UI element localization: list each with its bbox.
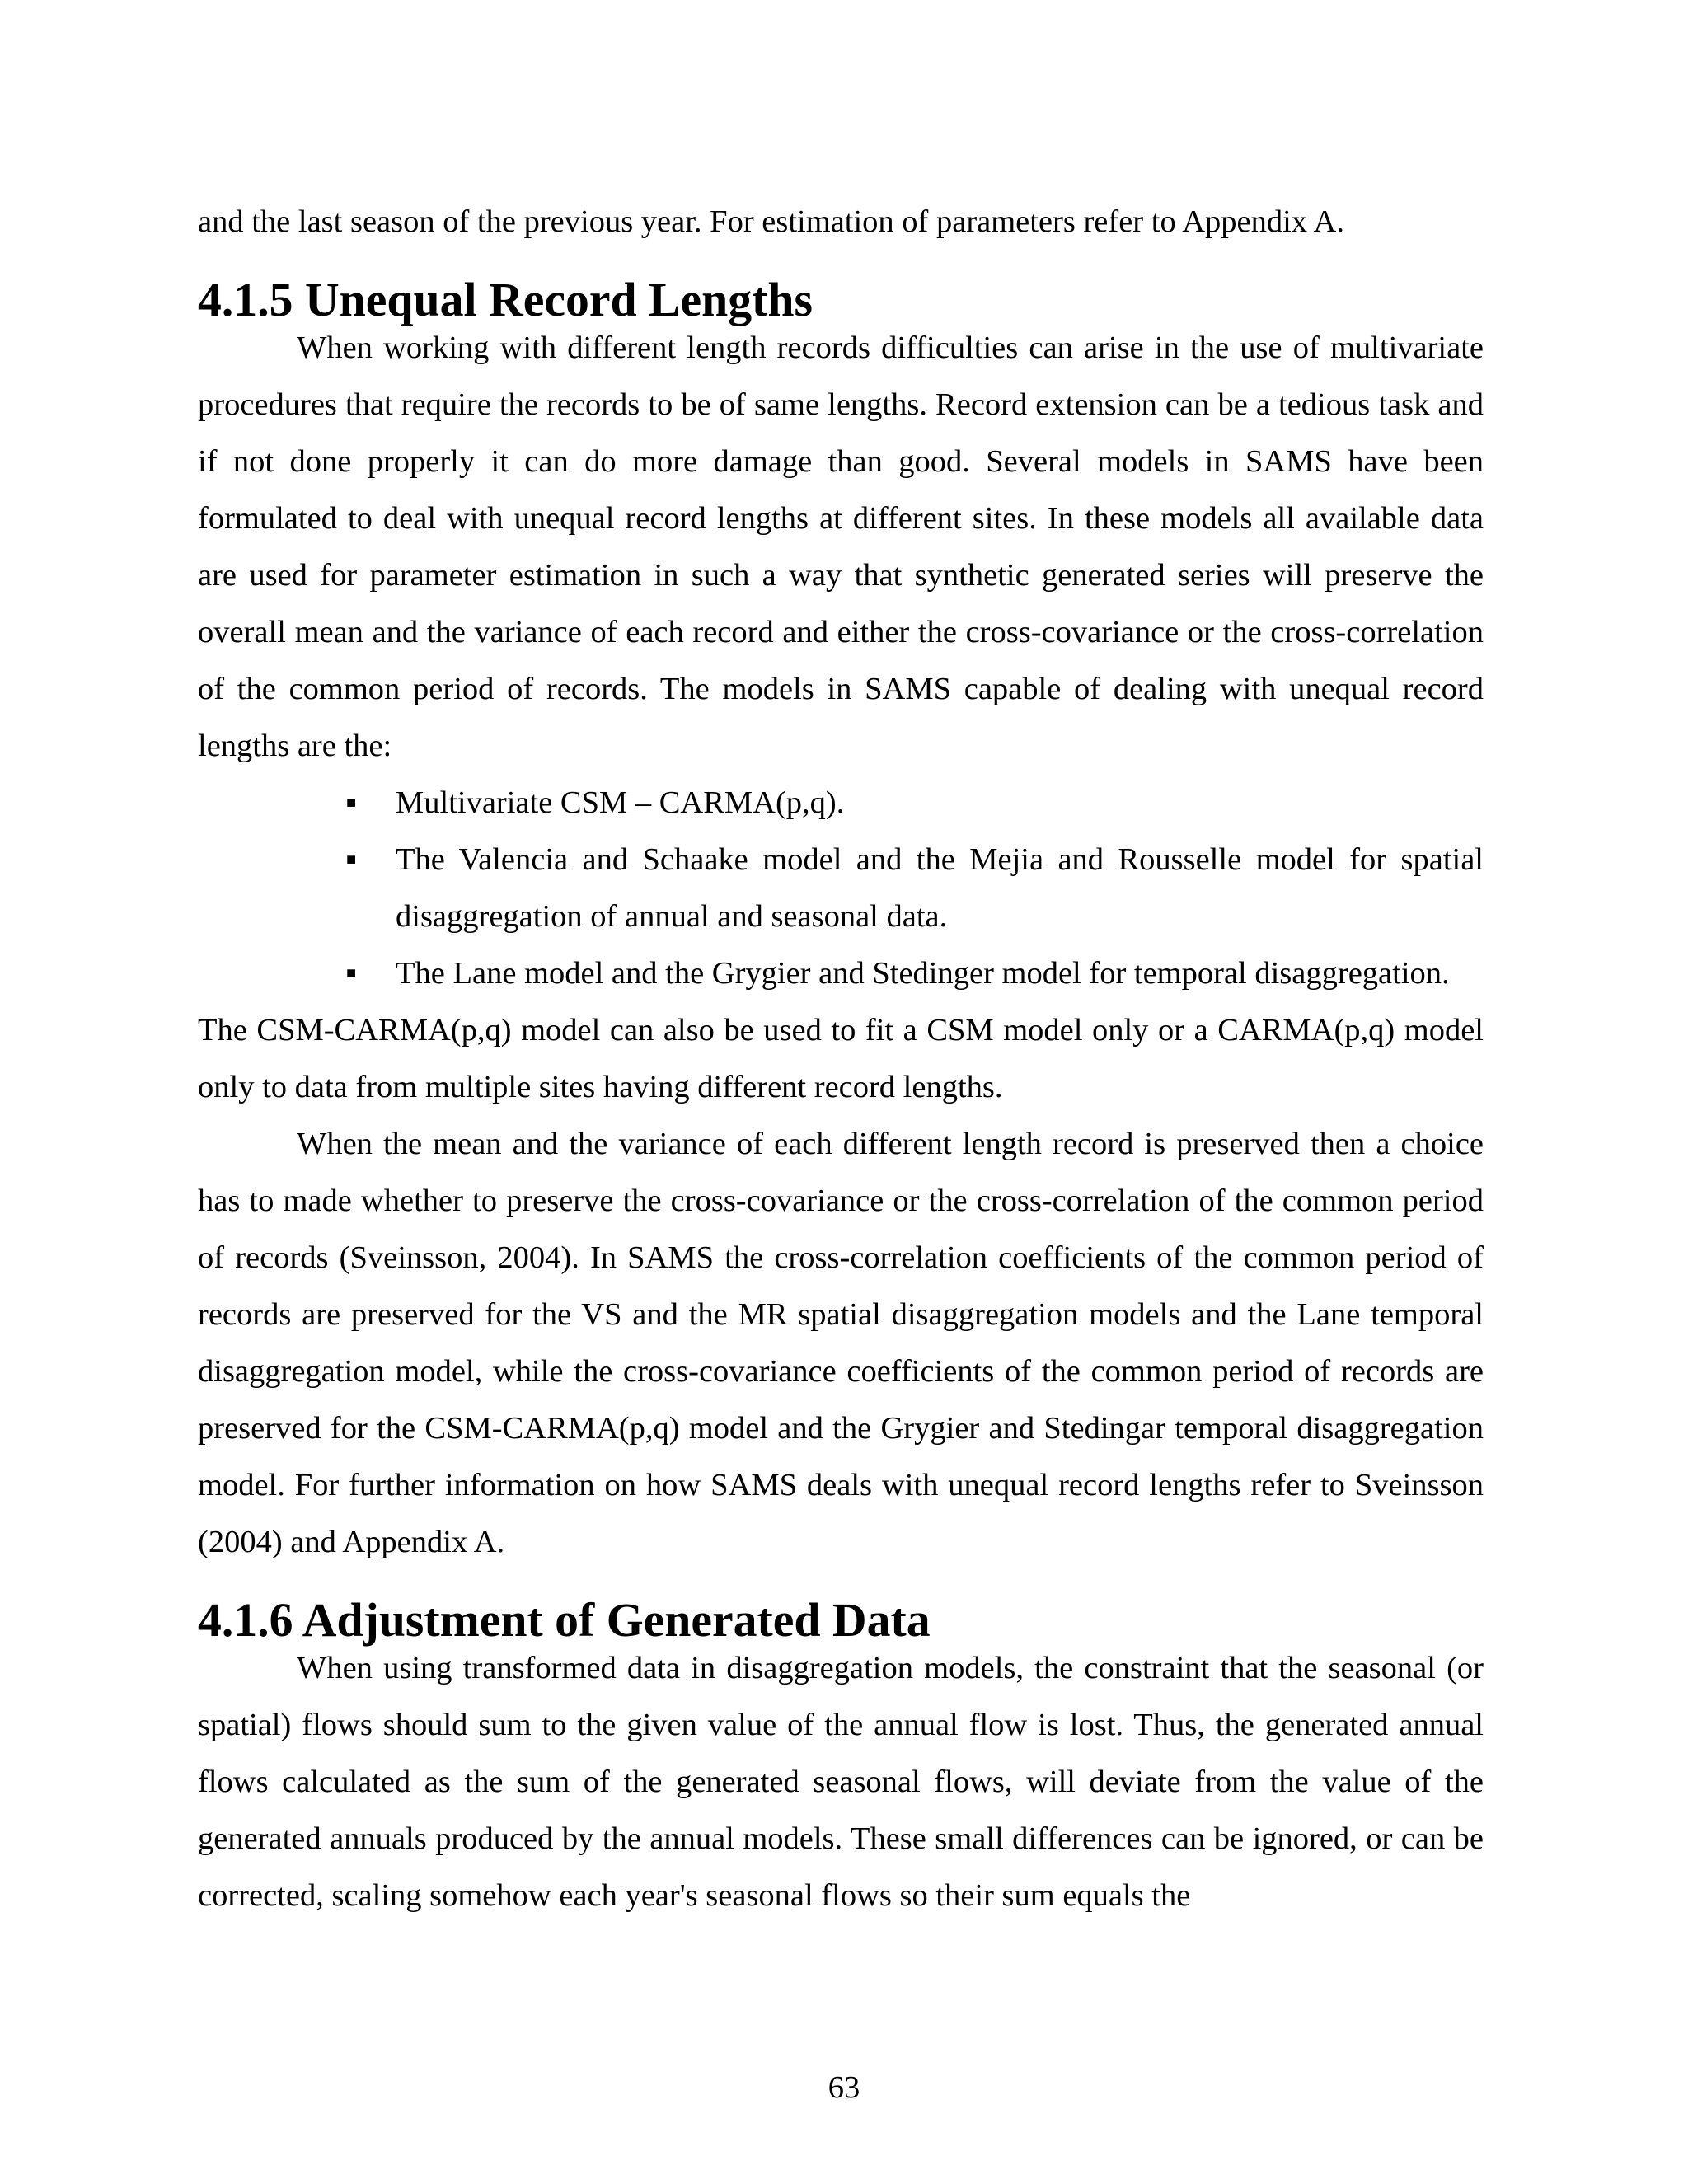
unequal-record-models-list <box>198 775 1484 1002</box>
section-4-1-5-paragraph-3: When the mean and the variance of each different length record is preserved then a choice has to made whether to preserve the cross-covariance or the cross-correlation of the common period of records (Sveinsson, 2004). In SAMS the cross-correlation coefficients of the common period of records are preserved for the VS and the MR spatial disaggregation models and the Lane temporal disaggregation model, while the cross-covariance coefficients of the common period of records are preserved for the CSM-CARMA(p,q) model and the Grygier and Stedingar temporal disaggregation model. For further information on how SAMS deals with unequal record lengths refer to Sveinsson (2004) and Appendix A. <box>198 1127 1484 1559</box>
section-4-1-5-paragraph-1: When working with different length records difficulties can arise in the use of multivariate procedures that require the records to be of same lengths. Record extension can be a tedious task and if not done properly it can do more damage than good. Several models in SAMS have been formulated to deal with unequal record lengths at different sites. In these models all available data are used for parameter estimation in such a way that synthetic generated series will preserve the overall mean and the variance of each record and either the cross-covariance or the cross-correlation of the common period of records. The models in SAMS capable of dealing with unequal record lengths are the: <box>198 330 1484 763</box>
section-heading-4-1-5: 4.1.5 Unequal Record Lengths <box>198 274 813 326</box>
square-bullet-icon: ■ <box>346 794 357 812</box>
square-bullet-icon: ■ <box>346 964 357 982</box>
section-4-1-6-paragraph-1: When using transformed data in disaggregation models, the constraint that the seasonal (or spatial) flows should sum to the given value of the annual flow is lost. Thus, the generated annual flows calculated as the sum of the generated seasonal flows, will deviate from the value of the generated annuals produced by the annual models. These small differences can be ignored, or can be corrected, scaling somehow each year's seasonal flows so their sum equals the <box>198 1651 1484 1913</box>
list-item <box>346 832 1484 945</box>
list-item <box>346 775 1484 832</box>
page-number: 63 <box>828 2070 860 2105</box>
document-body <box>198 194 1484 1924</box>
section-heading-4-1-6: 4.1.6 Adjustment of Generated Data <box>198 1595 931 1647</box>
list-item-text: The Lane model and the Grygier and Stedinger model for temporal disaggregation. <box>396 956 1450 991</box>
list-item <box>346 945 1484 1002</box>
square-bullet-icon: ■ <box>346 851 357 869</box>
section-4-1-5-paragraph-2: The CSM-CARMA(p,q) model can also be used to fit a CSM model only or a CARMA(p,q) model only to data from multiple sites having different record lengths. <box>198 1013 1484 1104</box>
list-item-text: The Valencia and Schaake model and the Mejia and Rousselle model for spatial disaggregation of annual and seasonal data. <box>396 842 1484 934</box>
opening-paragraph: and the last season of the previous year. For estimation of parameters refer to Appendix A. <box>198 204 1344 239</box>
list-item-text: Multivariate CSM – CARMA(p,q). <box>396 785 845 820</box>
